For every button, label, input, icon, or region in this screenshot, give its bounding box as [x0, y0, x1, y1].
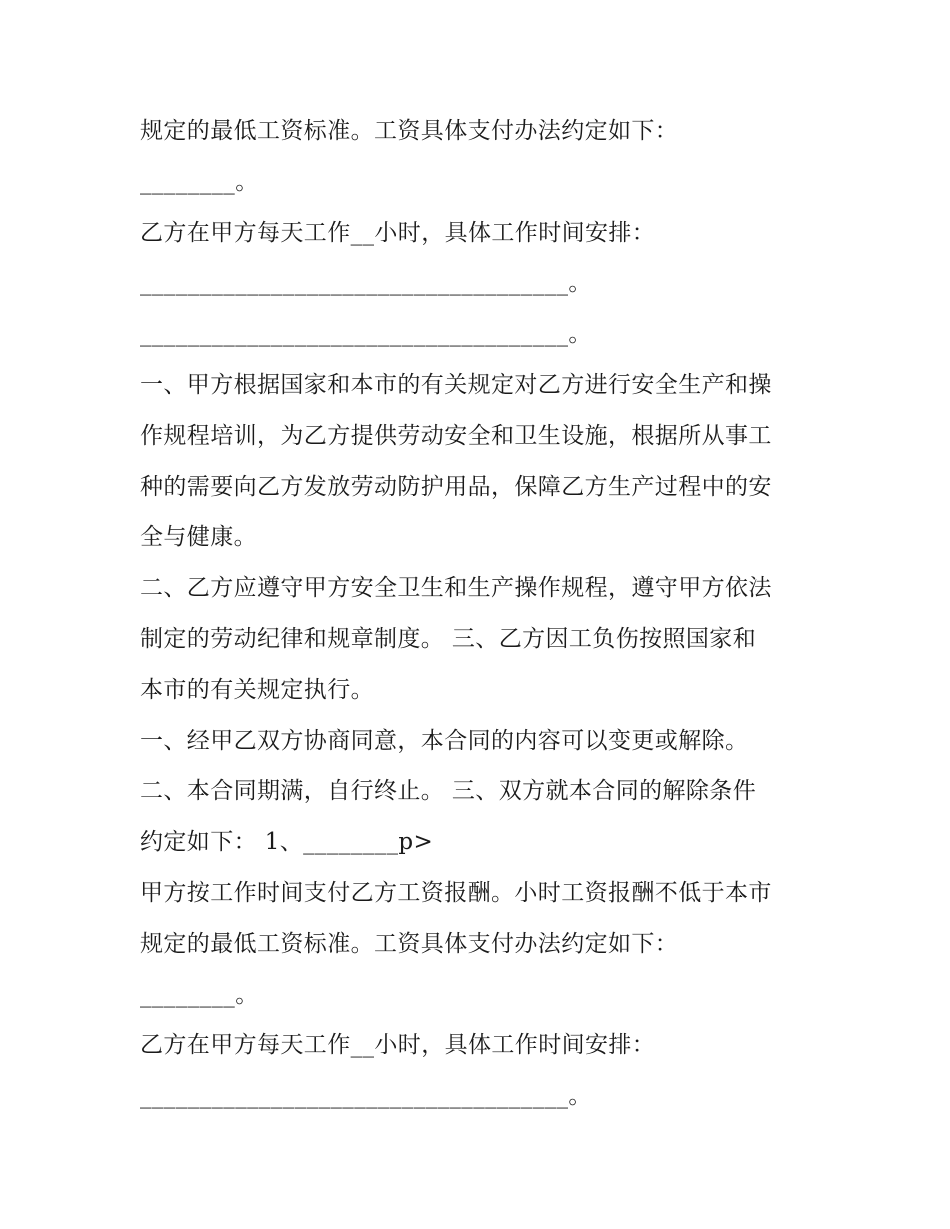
text-line: 甲方按工作时间支付乙方工资报酬。小时工资报酬不低于本市	[140, 879, 772, 906]
text-line: 规定的最低工资标准。工资具体支付办法约定如下：	[140, 118, 679, 144]
text-line: 规定的最低工资标准。工资具体支付办法约定如下：	[140, 930, 679, 957]
text-line: 作规程培训，为乙方提供劳动安全和卫生设施，根据所从事工	[140, 422, 772, 449]
document-body	[140, 106, 820, 1122]
text-line: 乙方在甲方每天工作__小时，具体工作时间安排：	[140, 1032, 656, 1059]
text-line: 一、甲方根据国家和本市的有关规定对乙方进行安全生产和操	[140, 371, 772, 398]
text-line: 乙方在甲方每天工作__小时，具体工作时间安排：	[140, 219, 656, 246]
text-line: 二、本合同期满，自行终止。 三、双方就本合同的解除条件	[140, 778, 757, 805]
text-line: 本市的有关规定执行。	[140, 676, 374, 703]
text-line: 一、经甲乙双方协商同意，本合同的内容可以变更或解除。	[140, 727, 749, 754]
blank-line: ____________________________________。	[140, 321, 592, 348]
blank-line: ________。	[140, 981, 259, 1008]
text-line: 二、乙方应遵守甲方安全卫生和生产操作规程，遵守甲方依法	[140, 575, 772, 602]
text-line: 种的需要向乙方发放劳动防护用品，保障乙方生产过程中的安	[140, 473, 772, 500]
blank-line: ____________________________________。	[140, 1083, 592, 1110]
text-line: 全与健康。	[140, 524, 257, 551]
blank-line: ____________________________________。	[140, 270, 592, 297]
text-line: 约定如下： 1、________p>	[140, 829, 434, 856]
blank-line: ________。	[140, 168, 259, 195]
text-line: 制定的劳动纪律和规章制度。 三、乙方因工负伤按照国家和	[140, 625, 757, 652]
